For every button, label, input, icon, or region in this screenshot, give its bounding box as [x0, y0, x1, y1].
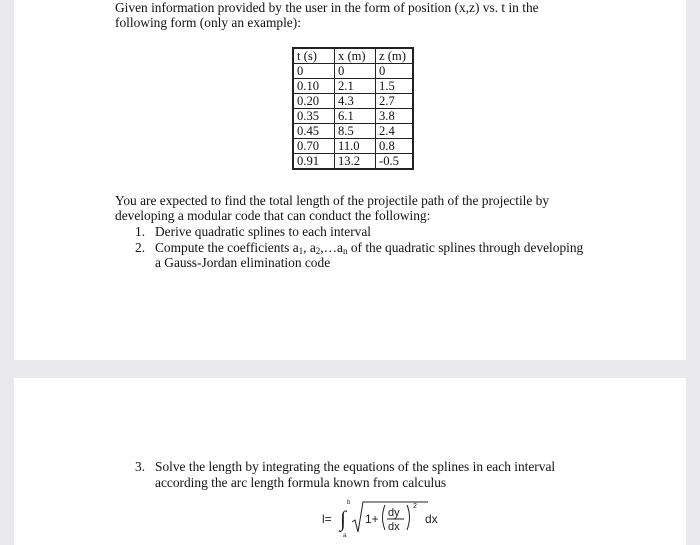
table-cell: 2.1 — [335, 79, 376, 94]
table-row — [293, 124, 413, 139]
intro-text: Given information provided by the user in the form of position (x,z) vs. t in the following form (only an example): — [115, 0, 539, 30]
table-cell: 13.2 — [335, 154, 376, 170]
table-cell: 0.20 — [293, 94, 335, 109]
instructions-paragraph: You are expected to find the total length of the projectile path of the projectile by developing a modular code that can conduct the following: — [115, 193, 550, 223]
content-card-top — [14, 0, 686, 360]
table-row — [293, 139, 413, 154]
left-paren-icon — [383, 505, 386, 530]
formula-lower-limit: a — [343, 533, 347, 538]
table-cell: 0.70 — [293, 139, 335, 154]
table-cell: 0.10 — [293, 79, 335, 94]
step-number: 2. — [135, 239, 146, 255]
step-number: 1. — [135, 224, 146, 239]
table-row — [293, 64, 413, 79]
list-item — [115, 240, 585, 271]
formula-numerator: dy — [388, 507, 400, 519]
formula-upper-limit: b — [347, 500, 351, 506]
right-paren-icon — [407, 505, 410, 530]
table-row — [293, 154, 413, 170]
table-cell: 0.8 — [376, 139, 414, 154]
formula-lhs: l= — [322, 512, 332, 526]
table-cell: 2.7 — [376, 94, 414, 109]
formula-exponent: 2 — [413, 503, 417, 510]
table-cell: 0.91 — [293, 154, 335, 170]
table-cell: 3.8 — [376, 109, 414, 124]
table-header-t: t (s) — [293, 48, 335, 64]
steps-list-continued — [115, 459, 585, 490]
table-cell: 2.4 — [376, 124, 414, 139]
content-card-bottom — [14, 378, 686, 545]
list-item — [115, 459, 585, 490]
table-cell: 11.0 — [335, 139, 376, 154]
formula-denominator: dx — [388, 521, 400, 533]
table-cell: 0 — [335, 64, 376, 79]
step-text: Derive quadratic splines to each interval — [155, 224, 372, 239]
arc-length-formula — [322, 496, 462, 538]
table-cell: 0 — [293, 64, 335, 79]
table-header-row — [293, 48, 413, 64]
list-item — [115, 224, 585, 240]
steps-list — [115, 224, 585, 271]
table-cell: 1.5 — [376, 79, 414, 94]
step-number: 3. — [135, 459, 146, 474]
table-cell: 0.45 — [293, 124, 335, 139]
table-cell: 6.1 — [335, 109, 376, 124]
table-cell: -0.5 — [376, 154, 414, 170]
table-cell: 8.5 — [335, 124, 376, 139]
table-cell: 0.35 — [293, 109, 335, 124]
table-cell: 4.3 — [335, 94, 376, 109]
table-header-z: z (m) — [376, 48, 414, 64]
formula-one-plus: 1+ — [365, 512, 379, 526]
table-row — [293, 94, 413, 109]
table-cell: 0 — [376, 64, 414, 79]
formula-differential: dx — [425, 512, 438, 526]
integral-sign-icon: ∫ — [340, 506, 347, 531]
position-table — [292, 47, 414, 170]
table-row — [293, 109, 413, 124]
table-row — [293, 79, 413, 94]
step-text: Compute the coefficients $a_1$, $a_2,\dots a_n$ of the quadratic splines through developing a Gauss-Jordan elimination code — [155, 239, 584, 270]
step-text: Solve the length by integrating the equations of the splines in each interval according the arc length formula known from calculus — [155, 459, 556, 490]
table-header-x: x (m) — [335, 48, 376, 64]
